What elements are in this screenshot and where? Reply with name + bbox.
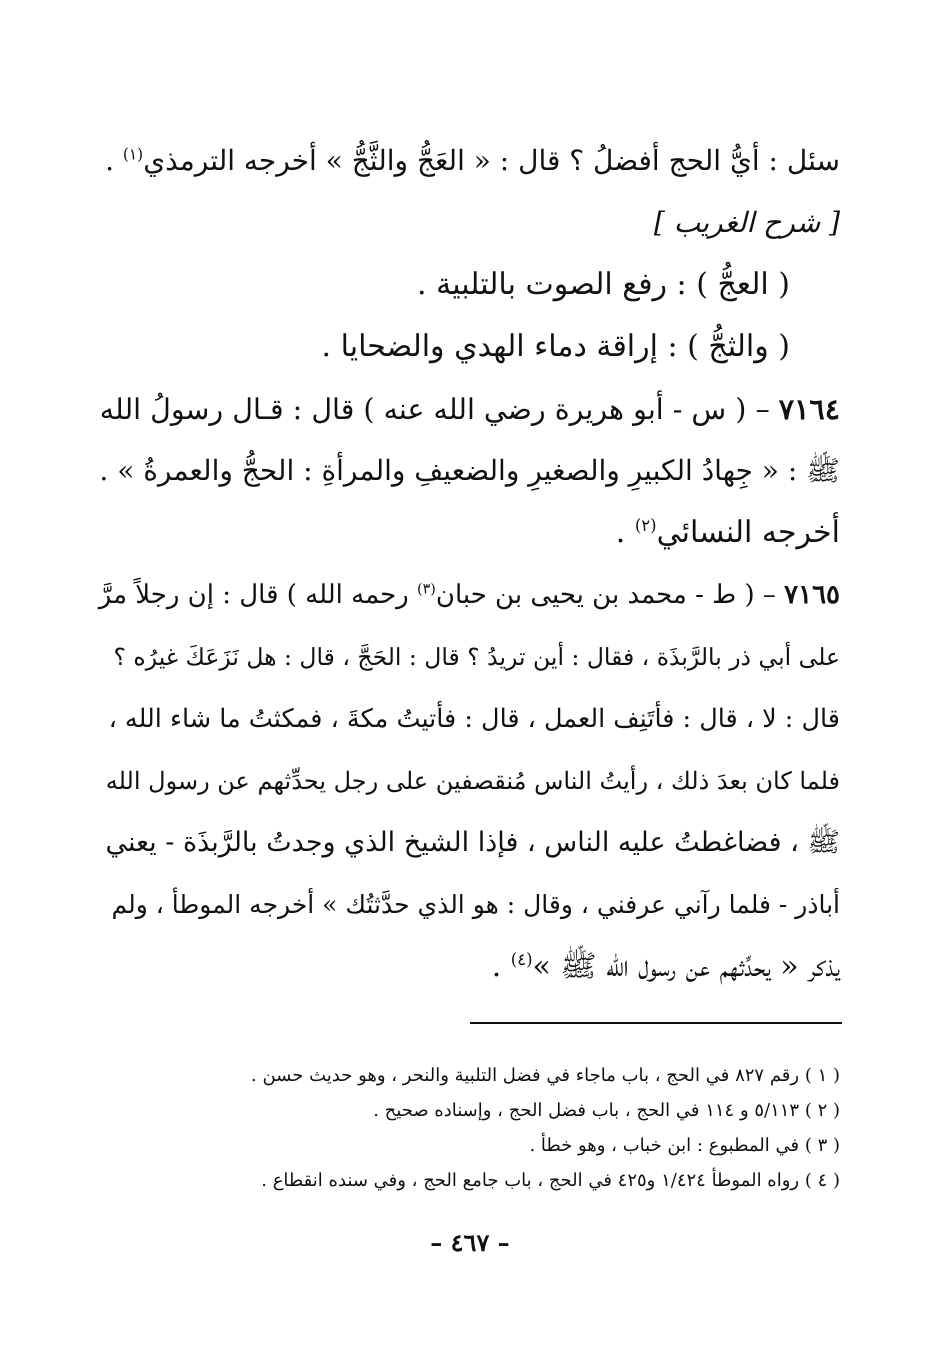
- footnote-item: ( ١ ) رقم ٨٢٧ في الحج ، باب ماجاء في فضل التلبية والنحر ، وهو حديث حسن .: [251, 1065, 840, 1086]
- footnote-item: ( ٢ ) ٥/١١٣ و ١١٤ في الحج ، باب فضل الحج ، وإسناده صحيح .: [373, 1100, 840, 1121]
- page-number: – ٤٦٧ –: [430, 1228, 510, 1257]
- main-text: [100, 130, 840, 998]
- line-text: .: [491, 949, 511, 984]
- hadith-number: ٧١٦٤: [778, 392, 840, 426]
- text-line: [100, 130, 840, 192]
- text-line: [100, 936, 840, 998]
- section-heading: [ شرح الغريب ]: [653, 206, 840, 239]
- line-text: يذكر « يحدِّثهم عن رسول الله ﷺ »: [532, 949, 840, 984]
- hadith-heading: [100, 564, 840, 626]
- line-text: – ( س - أبو هريرة رضي الله عنه ) قال : قـال رسولُ الله: [99, 393, 779, 426]
- hadith-number: ٧١٦٥: [784, 580, 840, 610]
- footnote-divider: [470, 1022, 842, 1024]
- footnote-item: ( ٣ ) في المطبوع : ابن خباب ، وهو خطأ .: [529, 1135, 840, 1156]
- line-text: .: [615, 515, 635, 550]
- line-text: رحمه الله ) قال : إن رجلاً مرَّ: [98, 580, 418, 610]
- line-text: .: [105, 144, 123, 177]
- line-text: – ( ط - محمد بن يحيى بن حبان: [435, 580, 785, 610]
- line-text: أخرجه النسائي: [656, 515, 840, 550]
- footnote-ref: (٢): [634, 516, 657, 535]
- text-line: أباذر - فلما رآني عرفني ، وقال : هو الذي حدَّثتُك » أخرجه الموطأ ، ولم: [111, 890, 840, 919]
- footnotes: [200, 1058, 840, 1198]
- text-line: [100, 502, 840, 564]
- footnote-ref: (٤): [510, 950, 533, 969]
- text-line: ﷺ ، فضاغطتُ عليه الناس ، فإذا الشيخ الذي وجدتُ بالرَّبذَة - يعني: [105, 827, 840, 858]
- footnote-ref: (٣): [417, 581, 436, 598]
- text-line: ( والثجُّ ) : إراقة دماء الهدي والضحايا .: [321, 329, 790, 364]
- text-line: فلما كان بعدَ ذلك ، رأيتُ الناس مُنقصفين على رجل يحدِّثهم عن رسول الله: [105, 767, 840, 795]
- text-line: ( العجُّ ) : رفع الصوت بالتلبية .: [417, 267, 790, 302]
- footnote-ref: (١): [122, 145, 144, 164]
- line-text: سئل : أيُّ الحج أفضلُ ؟ قال : « العَجُّ والثَّجُّ » أخرجه الترمذي: [143, 144, 840, 177]
- hadith-heading: [100, 378, 840, 440]
- text-line: على أبي ذر بالرَّبذَة ، فقال : أين تريدُ ؟ قال : الحَجَّ ، قال : هل نَزَعَكَ غيرُه ؟: [113, 643, 840, 671]
- footnote-item: ( ٤ ) رواه الموطأ ١/٤٢٤ و٤٢٥ في الحج ، باب جامع الحج ، وفي سنده انقطاع .: [261, 1170, 840, 1191]
- text-line: قال : لا ، قال : فأتَنِف العمل ، قال : فأتيتُ مكةَ ، فمكثتُ ما شاء الله ،: [108, 704, 840, 734]
- text-line: ﷺ : « جِهادُ الكبيرِ والصغيرِ والضعيفِ والمرأةِ : الحجُّ والعمرةُ » .: [99, 454, 840, 487]
